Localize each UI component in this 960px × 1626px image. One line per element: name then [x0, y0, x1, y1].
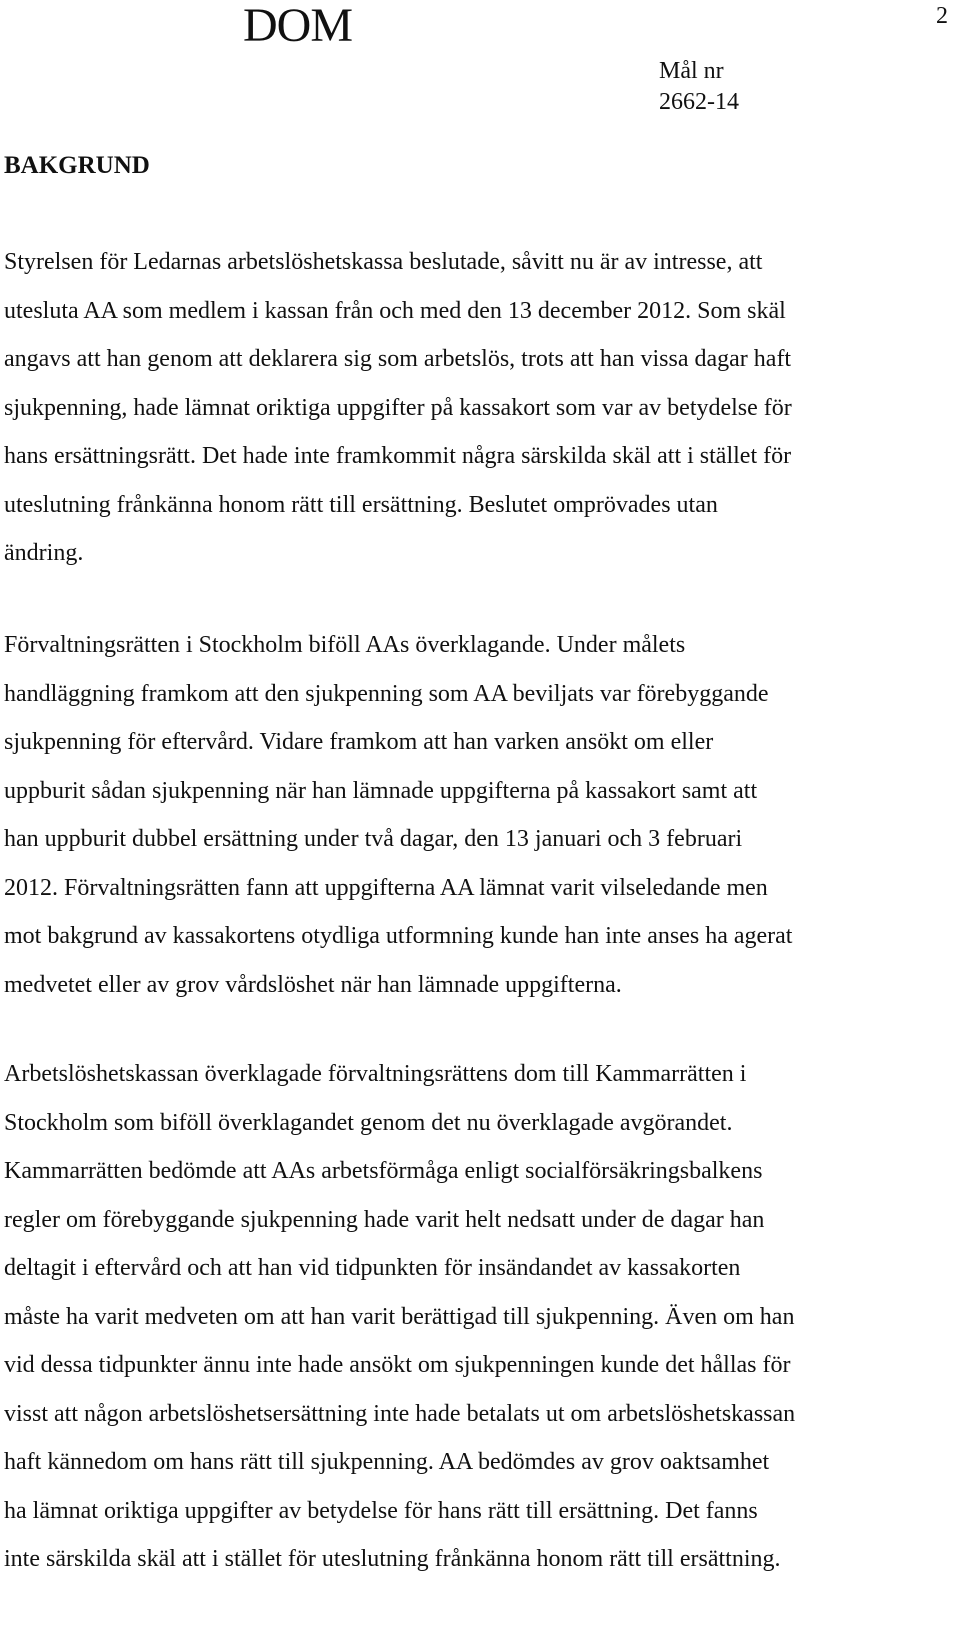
text-line: uteslutning frånkänna honom rätt till ersättning. Beslutet omprövades utan [4, 491, 718, 518]
text-line: deltagit i eftervård och att han vid tidpunkten för insändandet av kassakorten [4, 1255, 741, 1281]
text-line: Stockholm som biföll överklagandet genom det nu överklagade avgörandet. [4, 1109, 733, 1136]
text-line: Förvaltningsrätten i Stockholm biföll AAs överklagande. Under målets [4, 632, 686, 658]
text-line: visst att någon arbetslöshetsersättning inte hade betalats ut om arbetslöshetskassan [4, 1400, 796, 1427]
text-line: sjukpenning för eftervård. Vidare framkom att han varken ansökt om eller [4, 729, 714, 755]
paragraph-3 [4, 1050, 960, 1584]
text-line: 2012. Förvaltningsrätten fann att uppgifterna AA lämnat varit vilseledande men [4, 874, 768, 901]
text-line: utesluta AA som medlem i kassan från och med den 13 december 2012. Som skäl [4, 297, 786, 324]
text-line: haft kännedom om hans rätt till sjukpenning. AA bedömdes av grov oaktsamhet [4, 1449, 770, 1475]
document-title: DOM [243, 0, 353, 52]
text-line: regler om förebyggande sjukpenning hade varit helt nedsatt under de dagar han [4, 1206, 765, 1233]
text-line: angavs att han genom att deklarera sig som arbetslös, trots att han vissa dagar haft [4, 346, 792, 372]
case-number-label: Mål nr [659, 58, 724, 84]
text-line: sjukpenning, hade lämnat oriktiga uppgifter på kassakort som var av betydelse för [4, 394, 792, 421]
text-line: vid dessa tidpunkter ännu inte hade ansökt om sjukpenningen kunde det hållas för [4, 1352, 791, 1378]
text-line: handläggning framkom att den sjukpenning som AA beviljats var förebyggande [4, 680, 769, 707]
text-line: måste ha varit medveten om att han varit berättigad till sjukpenning. Även om han [4, 1303, 795, 1330]
paragraph-2 [4, 621, 960, 1009]
text-line: Styrelsen för Ledarnas arbetslöshetskassa beslutade, såvitt nu är av intresse, att [4, 249, 763, 275]
case-number: 2662-14 [659, 89, 739, 115]
text-line: han uppburit dubbel ersättning under två dagar, den 13 januari och 3 februari [4, 826, 743, 852]
text-line: medvetet eller av grov vårdslöshet när han lämnade uppgifterna. [4, 971, 622, 998]
text-line: inte särskilda skäl att i stället för uteslutning frånkänna honom rätt till ersättning. [4, 1546, 781, 1572]
text-line: mot bakgrund av kassakortens otydliga utformning kunde han inte anses ha agerat [4, 923, 793, 949]
section-heading: BAKGRUND [4, 152, 150, 179]
page-number: 2 [936, 3, 948, 29]
text-line: ha lämnat oriktiga uppgifter av betydelse för hans rätt till ersättning. Det fanns [4, 1497, 758, 1524]
text-line: ändring. [4, 540, 84, 566]
text-line: uppburit sådan sjukpenning när han lämnade uppgifterna på kassakort samt att [4, 777, 758, 804]
text-line: hans ersättningsrätt. Det hade inte framkommit några särskilda skäl att i stället för [4, 443, 792, 469]
text-line: Kammarrätten bedömde att AAs arbetsförmåga enligt socialförsäkringsbalkens [4, 1158, 763, 1184]
text-line: Arbetslöshetskassan överklagade förvaltningsrättens dom till Kammarrätten i [4, 1061, 747, 1087]
paragraph-1 [4, 238, 960, 578]
